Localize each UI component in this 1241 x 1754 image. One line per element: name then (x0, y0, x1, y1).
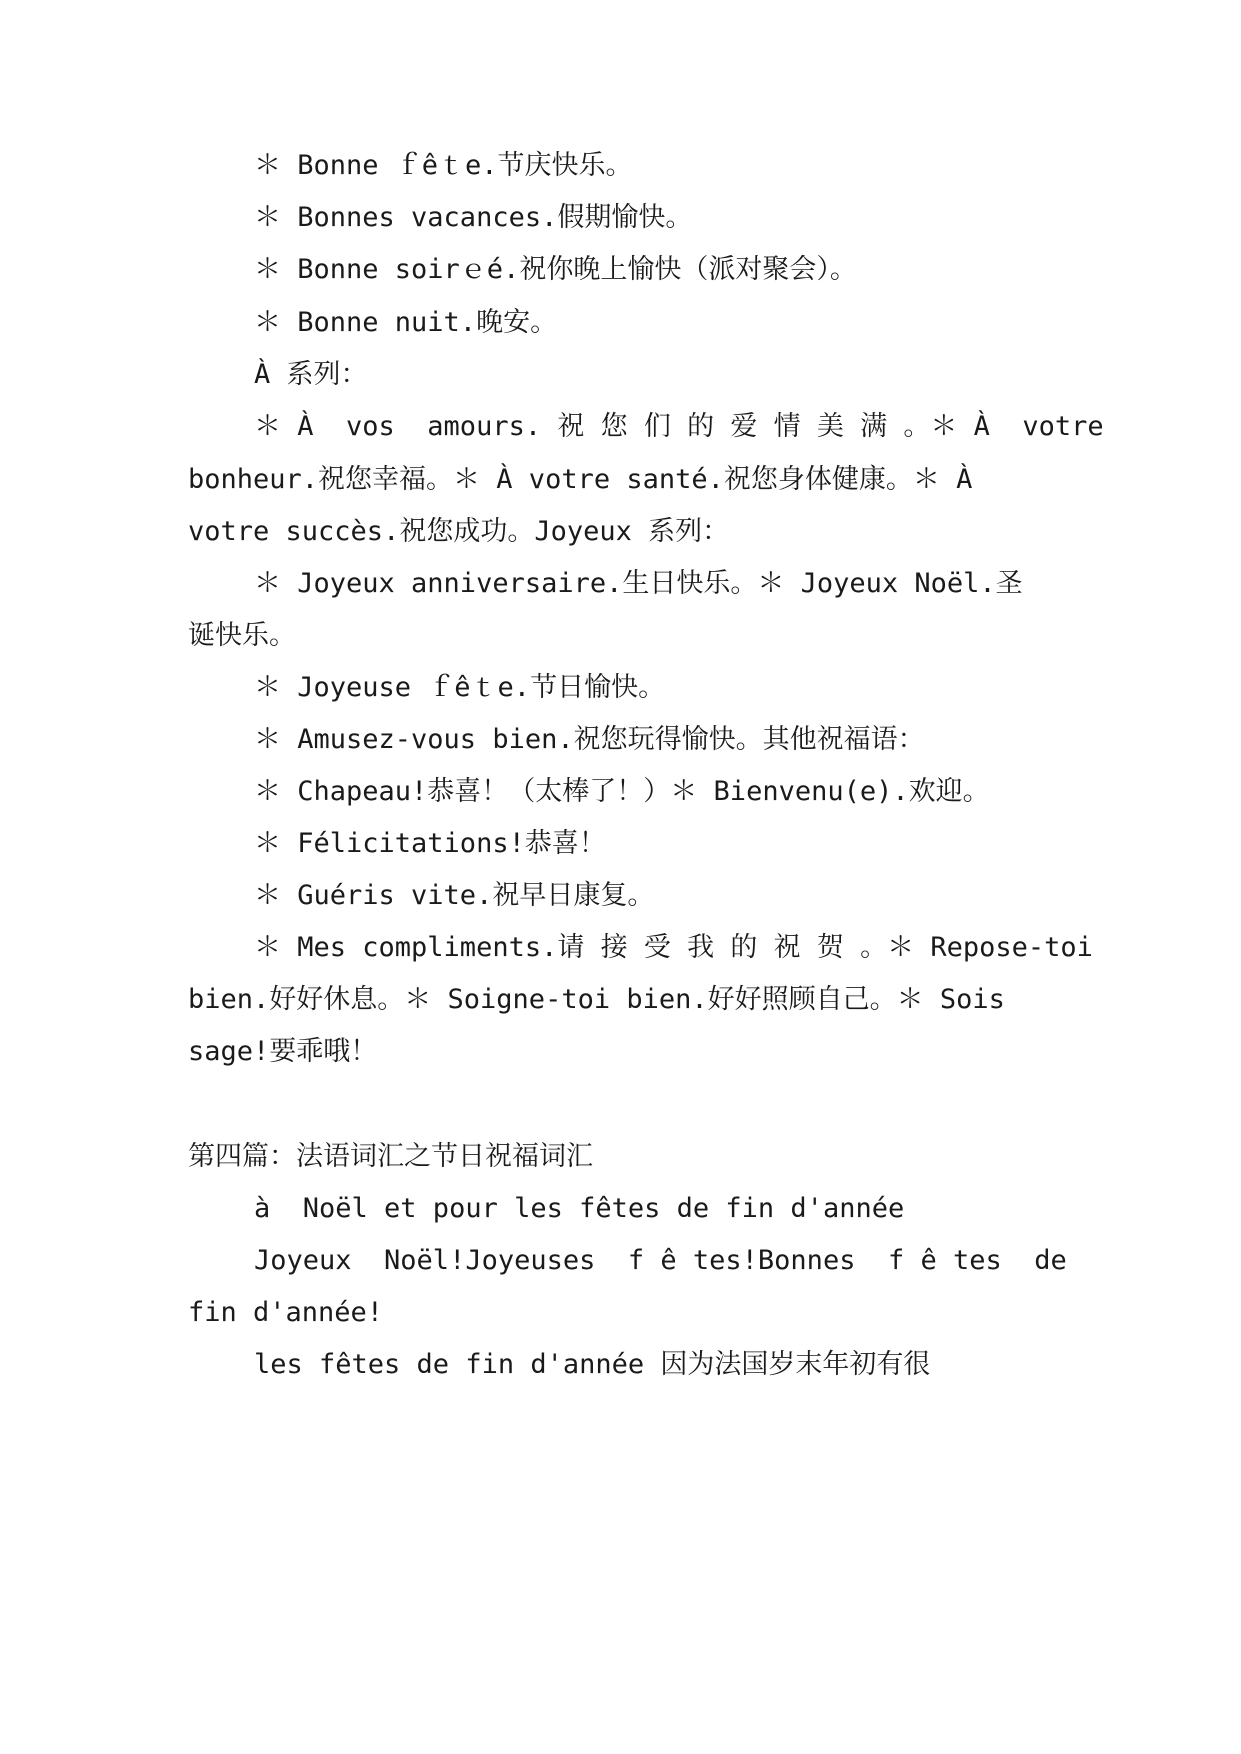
section-heading: À 系列： (254, 359, 368, 390)
text-line: votre succès.祝您成功。Joyeux 系列： (188, 516, 730, 547)
text-line: ＊ Félicitations!恭喜！ (254, 828, 606, 859)
text-line: ＊ Amusez-vous bien.祝您玩得愉快。其他祝福语： (254, 724, 925, 755)
text-line: bonheur.祝您幸福。＊ À votre santé.祝您身体健康。＊ À (188, 464, 973, 495)
text-line: ＊ Bonne ｆêｔe.节庆快乐。 (254, 150, 633, 181)
text-line: ＊ Chapeau!恭喜！（太棒了！）＊ Bienvenu(e).欢迎。 (254, 776, 990, 807)
text-line: ＊ Mes compliments.请 接 受 我 的 祝 贺 。＊ Repose-toi (254, 932, 1093, 963)
text-line: ＊ Guéris vite.祝早日康复。 (254, 880, 655, 911)
text-line: bien.好好休息。＊ Soigne-toi bien.好好照顾自己。＊ Sois (188, 984, 1005, 1015)
text-line: ＊ Joyeux anniversaire.生日快乐。＊ Joyeux Noël.圣 (254, 568, 1023, 599)
text-line: ＊ Bonne soirｅé.祝你晚上愉快（派对聚会）。 (254, 254, 857, 285)
text-line: 诞快乐。 (188, 620, 296, 651)
chapter-title: 第四篇：法语词汇之节日祝福词汇 (188, 1141, 593, 1172)
text-line: les fêtes de fin d'année 因为法国岁末年初有很 (254, 1349, 931, 1380)
section-heading: à Noël et pour les fêtes de fin d'année (254, 1193, 905, 1224)
text-line: ＊ Bonnes vacances.假期愉快。 (254, 202, 693, 233)
text-line: sage!要乖哦！ (188, 1036, 378, 1067)
text-line: ＊ À vos amours. 祝 您 们 的 爱 情 美 满 。＊ À votre (254, 411, 1104, 442)
text-line: ＊ Joyeuse ｆêｔe.节日愉快。 (254, 672, 666, 703)
text-line: ＊ Bonne nuit.晚安。 (254, 307, 558, 338)
text-line: Joyeux Noël!Joyeuses f ê tes!Bonnes f ê tes de (254, 1245, 1067, 1276)
text-line: fin d'année! (188, 1297, 384, 1328)
